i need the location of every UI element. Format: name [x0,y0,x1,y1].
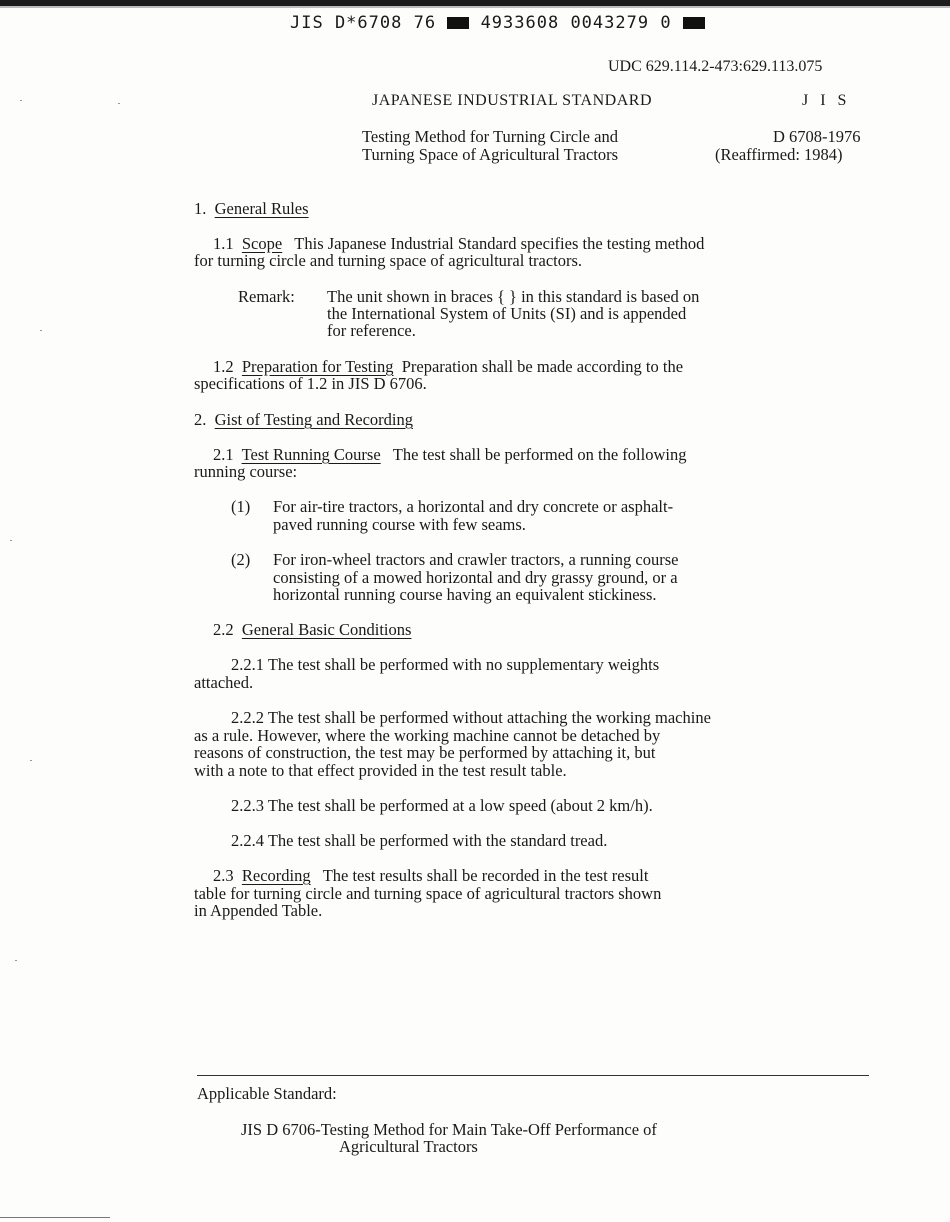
list-item-2-line3: horizontal running course having an equivalent stickiness. [273,585,657,604]
clause-2-2-3: 2.2.3 The test shall be performed at a low speed (about 2 km/h). [231,796,653,815]
clause-2-2-1-line2: attached. [194,673,254,692]
clause-2-2-1-line1: 2.2.1 The test shall be performed with no supplementary weights [231,655,660,674]
standard-name: JAPANESE INDUSTRIAL STANDARD [372,92,652,109]
section-title: General Rules [214,199,309,218]
clause-title: General Basic Conditions [241,620,412,639]
clause-2-2-2-line1: 2.2.2 The test shall be performed without attaching the working machine [231,708,711,727]
scan-edge-line [0,1217,110,1218]
footer-divider [197,1075,869,1076]
section-number: 1. [194,199,207,218]
remark-label: Remark: [238,287,295,306]
clause-1-2-line2: specifications of 1.2 in JIS D 6706. [194,374,427,393]
applicable-standard-line2: Agricultural Tractors [339,1137,478,1156]
document-barcode-number: 4933608 0043279 0 [480,13,672,33]
document-code: JIS D*6708 76 [290,13,437,33]
document-title-line2: Turning Space of Agricultural Tractors [362,145,619,164]
section-heading-1 [194,199,309,219]
clause-title: Preparation for Testing [241,357,394,376]
clause-text: The test shall be performed on the following [392,445,687,464]
list-item-2-line2: consisting of a mowed horizontal and dry grassy ground, or a [273,568,678,587]
clause-text: This Japanese Industrial Standard specifies the testing method [294,234,705,253]
scan-speck [40,330,42,331]
clause-2-2-heading [213,620,411,640]
reaffirmed-note: (Reaffirmed: 1984) [715,145,843,164]
clause-2-2-2-line3: reasons of construction, the test may be performed by attaching it, but [194,743,656,762]
section-heading-2 [194,410,413,430]
black-block [683,17,705,29]
clause-2-3-line2: table for turning circle and turning space of agricultural tractors shown [194,884,662,903]
scan-speck [20,100,22,101]
clause-2-2-2-line4: with a note to that effect provided in the test result table. [194,761,567,780]
document-title-line1: Testing Method for Turning Circle and [362,127,618,146]
remark-line3: for reference. [327,321,416,340]
scan-speck [10,540,12,541]
udc-number: UDC 629.114.2-473:629.113.075 [608,58,823,75]
clause-number: 2.2 [213,620,234,639]
clause-number: 1.1 [213,234,234,253]
clause-2-3-line3: in Appended Table. [194,901,323,920]
jis-mark: J I S [802,92,851,109]
clause-number: 2.1 [213,445,234,464]
scan-speck [30,760,32,761]
clause-number: 1.2 [213,357,234,376]
clause-2-2-4: 2.2.4 The test shall be performed with the standard tread. [231,831,608,850]
section-title: Gist of Testing and Recording [214,410,413,429]
remark-line1: The unit shown in braces { } in this standard is based on [327,287,700,306]
clause-text: The test results shall be recorded in the test result [322,866,649,885]
remark-line2: the International System of Units (SI) and is appended [327,304,687,323]
list-item-number: (2) [231,550,251,569]
standard-number: D 6708-1976 [773,127,861,146]
applicable-standard-label: Applicable Standard: [197,1084,337,1103]
clause-title: Test Running Course [241,445,381,464]
list-item-1-line1: For air-tire tractors, a horizontal and dry concrete or asphalt- [273,497,674,516]
black-block [447,17,469,29]
top-border-shadow [0,6,950,8]
clause-2-1-line2: running course: [194,462,298,481]
clause-2-3-line1 [213,866,648,886]
section-number: 2. [194,410,207,429]
clause-number: 2.3 [213,866,234,885]
scan-speck [118,103,120,104]
clause-2-2-2-line2: as a rule. However, where the working machine cannot be detached by [194,726,661,745]
list-item-1-line2: paved running course with few seams. [273,515,526,534]
clause-1-1-line2: for turning circle and turning space of agricultural tractors. [194,251,583,270]
list-item-number: (1) [231,497,251,516]
clause-text: Preparation shall be made according to the [401,357,684,376]
clause-title: Scope [241,234,283,253]
scan-speck [15,960,17,961]
applicable-standard-line1: JIS D 6706-Testing Method for Main Take-Off Performance of [241,1120,657,1139]
list-item-2-line1: For iron-wheel tractors and crawler tractors, a running course [273,550,679,569]
clause-title: Recording [241,866,311,885]
document-code-line [290,13,705,33]
